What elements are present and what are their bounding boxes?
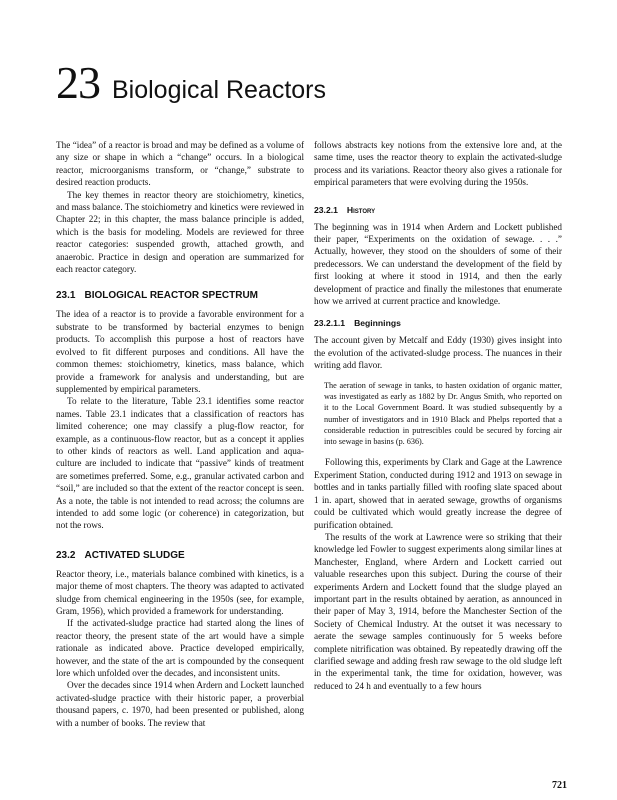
paragraph: Following this, experiments by Clark and Gage at the Lawrence Experiment Station, conducted during 1912 and 1913 on sewage in bottles and in tanks partially filled with roofing slate spaced about 1 in. apart, showed that in aerated sewage, growths of organisms could be cultivated which would greatly increase the degree of purification obtained. xyxy=(314,457,562,530)
paragraph: The key themes in reactor theory are stoichiometry, kinetics, and mass balance. The stoichiometry and kinetics were reviewed in Chapter 22; in this chapter, the mass balance principle is added, which is the basis for modeling. Models are reviewed for three reactor categories: suspended growth, attached growth, and anaerobic. Practice in design and operation are summarized for each reactor category. xyxy=(56,189,304,275)
chapter-title: Biological Reactors xyxy=(112,76,326,104)
paragraph: The “idea” of a reactor is broad and may be defined as a volume of any size or shape in which a “change” occurs. In a biological reactor, microorganisms transform, or “change,” substrate to desired reaction products. xyxy=(56,140,304,188)
section-number: 23.1 xyxy=(56,290,76,302)
block-quote: The aeration of sewage in tanks, to hasten oxidation of organic matter, was investigated as early as 1882 by Dr. Angus Smith, who reported on it to the Local Government Board. It was studied subsequently by a number of investigators and in 1910 Black and Phelps reported that a considerable reduction in putrescibles could be secured by forcing air into sewage in basins (p. 636). xyxy=(324,380,562,447)
section-heading xyxy=(56,550,304,562)
section-title: BIOLOGICAL REACTOR SPECTRUM xyxy=(84,290,258,302)
paragraph: The idea of a reactor is to provide a favorable environment for a substrate to be transformed by bacterial enzymes to benign products. To accomplish this purpose a host of reactors have evolved to fit different purposes and conditions. All have the common themes: stoichiometry, kinetics, mass balance, which provide a framework for analysis and understanding, but are supplemented by empirical parameters. xyxy=(56,309,304,394)
chapter-number: 23 xyxy=(56,57,100,108)
subsubsection-title: Beginnings xyxy=(354,318,401,329)
paragraph: To relate to the literature, Table 23.1 identifies some reactor names. Table 23.1 indicates that a classification of reactors has limited coherence; one may classify a plug-flow reactor, for example, as a continuous-flow reactor, but as a concept it applies to other kinds of reactors as well. Land application and aqua-culture are included to indicate that “passive” kinds of treatment are sometimes preferred. Some, e.g., granular activated carbon and “soil,” are included so that the extent of the reactor concept is seen. As a note, the table is not intended to read across; the columns are intended to add some logic (or coherence) in categorization, but not the rows. xyxy=(56,396,304,531)
paragraph: If the activated-sludge practice had started along the lines of reactor theory, the present state of the art would have a simple rationale as indicated above. Practice developed empirically, however, and the state of the art is compounded by the consequent lore which unfolded over the decades, and inconsistent units. xyxy=(56,618,304,679)
subsubsection-number: 23.2.1.1 xyxy=(314,318,346,329)
section-heading xyxy=(56,290,304,302)
paragraph: The account given by Metcalf and Eddy (1930) gives insight into the evolution of the activated-sludge process. The nuances in their writing add flavor. xyxy=(314,335,562,371)
left-column xyxy=(56,139,304,729)
paragraph: Over the decades since 1914 when Ardern and Lockett launched activated-sludge practice with their historic paper, a proverbial thousand papers, c. 1970, had been presented or published, along with a number of books. The review that xyxy=(56,680,304,728)
paragraph: Reactor theory, i.e., materials balance combined with kinetics, is a major theme of most chapters. The theory was adapted to activated sludge from chemical engineering in the 1950s (see, for example, Gram, 1956), which provided a framework for understanding. xyxy=(56,568,304,616)
section-number: 23.2 xyxy=(56,549,76,561)
subsection-heading xyxy=(314,205,562,216)
section-title: ACTIVATED SLUDGE xyxy=(84,549,185,561)
page-number: 721 xyxy=(552,780,567,791)
subsection-number: 23.2.1 xyxy=(314,204,338,215)
right-column xyxy=(314,139,562,692)
subsection-title: History xyxy=(346,204,376,215)
subsubsection-heading xyxy=(314,318,562,329)
paragraph: The beginning was in 1914 when Ardern and Lockett published their paper, “Experiments on the oxidation of sewage. . . .” Actually, however, they stood on the shoulders of some of their predecessors. We can understand the development of the field by first looking at where it stood in 1914, and then the early development of practice and finally the milestones that enumerate how we arrived at current practice and knowledge. xyxy=(314,221,562,307)
chapter-heading xyxy=(56,57,326,108)
paragraph: follows abstracts key notions from the extensive lore and, at the same time, uses the reactor theory to explain the activated-sludge process and its variations. Reactor theory also gives a rationale for empirical parameters that were evolving during the 1950s. xyxy=(314,140,562,188)
paragraph: The results of the work at Lawrence were so striking that their knowledge led Fowler to suggest experiments along similar lines at Manchester, England, where Ardern and Lockett carried out valuable researches upon this subject. During the course of their experiments Ardern and Lockett found that the sludge played an important part in the results obtained by aeration, as announced in their paper of May 3, 1914, before the Manchester Section of the Society of Chemical Industry. At the outset it was necessary to aerate the sewage samples continuously for 5 weeks before complete nitrification was obtained. By repeatedly drawing off the clarified sewage and adding fresh raw sewage to the old sludge left in the experimental tank, the time for oxidation, however, was reduced to 24 h and eventually to a few hours xyxy=(314,531,562,691)
